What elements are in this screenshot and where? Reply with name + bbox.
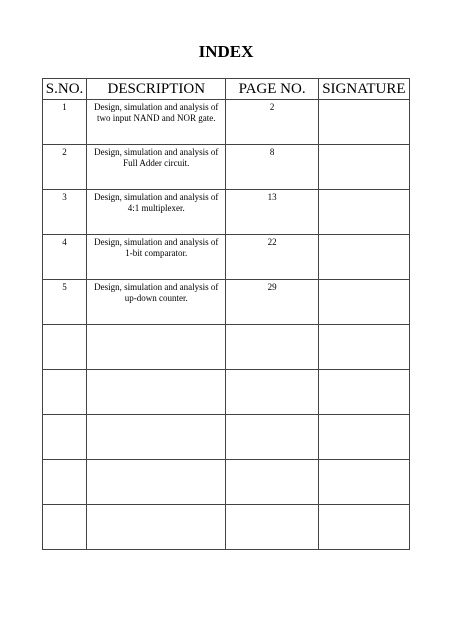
cell-signature xyxy=(318,415,409,460)
cell-page-no: 13 xyxy=(226,190,318,235)
cell-sno xyxy=(43,325,87,370)
index-table xyxy=(42,78,410,550)
header-signature: SIGNATURE xyxy=(318,79,409,100)
cell-signature xyxy=(318,370,409,415)
table-header-row xyxy=(43,79,410,100)
cell-description xyxy=(87,280,226,325)
table-row xyxy=(43,325,410,370)
cell-sno xyxy=(43,505,87,550)
cell-sno: 1 xyxy=(43,100,87,145)
cell-description xyxy=(87,235,226,280)
cell-page-no xyxy=(226,325,318,370)
cell-page-no: 8 xyxy=(226,145,318,190)
cell-signature xyxy=(318,190,409,235)
description-text: Design, simulation and analysis of two input NAND and NOR gate. xyxy=(94,102,219,123)
table-row xyxy=(43,190,410,235)
cell-signature xyxy=(318,235,409,280)
cell-page-no xyxy=(226,505,318,550)
table-row xyxy=(43,100,410,145)
cell-sno: 2 xyxy=(43,145,87,190)
cell-sno: 4 xyxy=(43,235,87,280)
table-row xyxy=(43,505,410,550)
cell-signature xyxy=(318,100,409,145)
cell-signature xyxy=(318,505,409,550)
cell-description xyxy=(87,190,226,235)
cell-page-no xyxy=(226,370,318,415)
description-text: Design, simulation and analysis of Full Adder circuit. xyxy=(94,147,219,168)
cell-signature xyxy=(318,145,409,190)
cell-page-no xyxy=(226,460,318,505)
cell-sno xyxy=(43,370,87,415)
cell-page-no xyxy=(226,415,318,460)
table-row xyxy=(43,235,410,280)
page-title: INDEX xyxy=(198,42,254,61)
cell-page-no: 22 xyxy=(226,235,318,280)
cell-description xyxy=(87,415,226,460)
description-text: Design, simulation and analysis of up-down counter. xyxy=(94,282,219,303)
description-text: Design, simulation and analysis of 1-bit comparator. xyxy=(94,237,219,258)
description-text: Design, simulation and analysis of 4:1 multiplexer. xyxy=(94,192,219,213)
table-row xyxy=(43,415,410,460)
cell-description xyxy=(87,100,226,145)
table-row xyxy=(43,460,410,505)
table-row xyxy=(43,280,410,325)
cell-signature xyxy=(318,325,409,370)
cell-sno xyxy=(43,415,87,460)
header-sno: S.NO. xyxy=(43,79,87,100)
cell-description xyxy=(87,325,226,370)
cell-description xyxy=(87,145,226,190)
cell-signature xyxy=(318,460,409,505)
cell-signature xyxy=(318,280,409,325)
table-row xyxy=(43,145,410,190)
cell-description xyxy=(87,505,226,550)
cell-page-no: 29 xyxy=(226,280,318,325)
cell-description xyxy=(87,370,226,415)
cell-description xyxy=(87,460,226,505)
cell-sno: 5 xyxy=(43,280,87,325)
cell-page-no: 2 xyxy=(226,100,318,145)
cell-sno: 3 xyxy=(43,190,87,235)
cell-sno xyxy=(43,460,87,505)
header-description: DESCRIPTION xyxy=(87,79,226,100)
header-page-no: PAGE NO. xyxy=(226,79,318,100)
table-row xyxy=(43,370,410,415)
